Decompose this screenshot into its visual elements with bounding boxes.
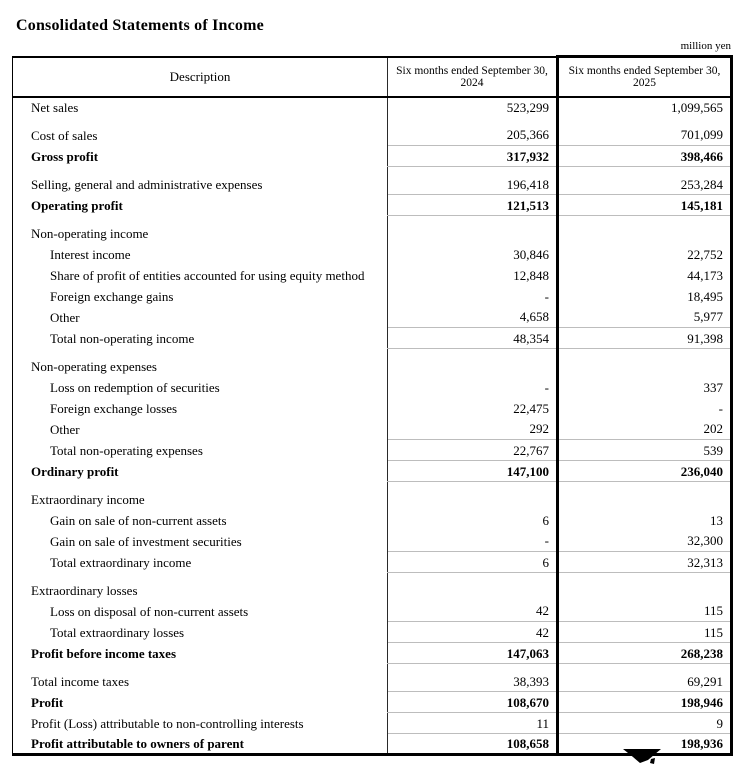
table-row xyxy=(13,244,732,265)
table-row xyxy=(13,573,732,601)
value-2024: 6 xyxy=(388,510,558,531)
row-label: Profit xyxy=(31,694,64,710)
value-2025: 701,099 xyxy=(558,118,732,146)
value-2024: 317,932 xyxy=(388,146,558,167)
table-row xyxy=(13,146,732,167)
page-title: Consolidated Statements of Income xyxy=(16,17,264,34)
value-2025: 145,181 xyxy=(558,195,732,216)
row-label: Total extraordinary income xyxy=(50,554,192,570)
value-2025: 22,752 xyxy=(558,244,732,265)
table-row xyxy=(13,622,732,643)
value-2024 xyxy=(388,216,558,244)
value-2025: 398,466 xyxy=(558,146,732,167)
row-label: Other xyxy=(50,309,80,325)
value-2025: 202 xyxy=(558,419,732,440)
row-label: Loss on redemption of securities xyxy=(50,379,220,395)
value-2024: - xyxy=(388,286,558,307)
value-2024: 196,418 xyxy=(388,167,558,195)
value-2024: 108,658 xyxy=(388,734,558,755)
row-label: Profit attributable to owners of parent xyxy=(31,735,244,751)
value-2025 xyxy=(558,216,732,244)
row-label: Gain on sale of investment securities xyxy=(50,533,242,549)
value-2025: 115 xyxy=(558,601,732,622)
row-label: Cost of sales xyxy=(31,127,98,143)
table-row xyxy=(13,461,732,482)
table-row xyxy=(13,601,732,622)
value-2025: 9 xyxy=(558,713,732,734)
income-statement-table xyxy=(12,55,733,756)
row-label: Extraordinary losses xyxy=(31,582,138,598)
value-2024: 147,100 xyxy=(388,461,558,482)
value-2024: 205,366 xyxy=(388,118,558,146)
value-2024: 22,475 xyxy=(388,398,558,419)
value-2024: 48,354 xyxy=(388,328,558,349)
row-label: Total income taxes xyxy=(31,673,130,689)
table-row xyxy=(13,482,732,510)
value-2025: 337 xyxy=(558,377,732,398)
row-label: Share of profit of entities accounted for using equity method xyxy=(50,267,365,283)
row-label: Extraordinary income xyxy=(31,491,145,507)
value-2025: 115 xyxy=(558,622,732,643)
row-label: Gross profit xyxy=(31,148,99,164)
value-2024: 22,767 xyxy=(388,440,558,461)
table-body xyxy=(13,97,732,755)
row-label: Ordinary profit xyxy=(31,463,119,479)
row-label: Profit before income taxes xyxy=(31,645,176,661)
value-2025: 539 xyxy=(558,440,732,461)
table-row xyxy=(13,713,732,734)
header-description: Description xyxy=(13,57,388,97)
table-row xyxy=(13,167,732,195)
value-2025: 13 xyxy=(558,510,732,531)
header-row xyxy=(13,57,732,97)
value-2024 xyxy=(388,573,558,601)
value-2024: 42 xyxy=(388,601,558,622)
value-2024: 12,848 xyxy=(388,265,558,286)
value-2024 xyxy=(388,482,558,510)
row-label: Total non-operating expenses xyxy=(50,442,203,458)
value-2025: 198,936 xyxy=(558,734,732,755)
row-label: Loss on disposal of non-current assets xyxy=(50,603,249,619)
table-row xyxy=(13,734,732,755)
value-2024: 147,063 xyxy=(388,643,558,664)
value-2024: 108,670 xyxy=(388,692,558,713)
value-2024: 523,299 xyxy=(388,97,558,118)
row-label: Total non-operating income xyxy=(50,330,195,346)
table-row xyxy=(13,692,732,713)
table-row xyxy=(13,265,732,286)
table-row xyxy=(13,419,732,440)
value-2025 xyxy=(558,349,732,377)
row-label: Non-operating income xyxy=(31,225,149,241)
value-2024: 42 xyxy=(388,622,558,643)
table-row xyxy=(13,307,732,328)
table-row xyxy=(13,118,732,146)
value-2025: 32,313 xyxy=(558,552,732,573)
value-2025: 69,291 xyxy=(558,664,732,692)
value-2025: 268,238 xyxy=(558,643,732,664)
value-2025: - xyxy=(558,398,732,419)
value-2025 xyxy=(558,573,732,601)
value-2024: - xyxy=(388,531,558,552)
table-row xyxy=(13,97,732,118)
value-2025: 91,398 xyxy=(558,328,732,349)
row-label: Operating profit xyxy=(31,197,123,213)
value-2025 xyxy=(558,482,732,510)
table-row xyxy=(13,349,732,377)
value-2024: 4,658 xyxy=(388,307,558,328)
table-row xyxy=(13,216,732,244)
table-row xyxy=(13,664,732,692)
value-2024: 11 xyxy=(388,713,558,734)
table-row xyxy=(13,328,732,349)
value-2025: 1,099,565 xyxy=(558,97,732,118)
row-label: Non-operating expenses xyxy=(31,358,157,374)
table-row xyxy=(13,377,732,398)
table-row xyxy=(13,195,732,216)
table-row xyxy=(13,286,732,307)
unit-note: million yen xyxy=(680,40,731,52)
value-2024: 292 xyxy=(388,419,558,440)
value-2025: 198,946 xyxy=(558,692,732,713)
value-2024: - xyxy=(388,377,558,398)
value-2024: 121,513 xyxy=(388,195,558,216)
value-2025: 5,977 xyxy=(558,307,732,328)
row-label: Net sales xyxy=(31,100,79,115)
header-period-2024: Six months ended September 30, 2024 xyxy=(388,57,558,97)
table-row xyxy=(13,643,732,664)
value-2024 xyxy=(388,349,558,377)
row-label: Other xyxy=(50,421,80,437)
row-label: Foreign exchange gains xyxy=(50,288,174,304)
value-2025: 236,040 xyxy=(558,461,732,482)
value-2024: 38,393 xyxy=(388,664,558,692)
row-label: Gain on sale of non-current assets xyxy=(50,512,227,528)
row-label: Total extraordinary losses xyxy=(50,624,185,640)
table-header xyxy=(13,57,732,97)
value-2024: 30,846 xyxy=(388,244,558,265)
table-row xyxy=(13,398,732,419)
table-row xyxy=(13,531,732,552)
row-label: Selling, general and administrative expenses xyxy=(31,176,263,192)
table-row xyxy=(13,510,732,531)
row-label: Profit (Loss) attributable to non-controlling interests xyxy=(31,715,304,731)
value-2024: 6 xyxy=(388,552,558,573)
table-row xyxy=(13,552,732,573)
value-2025: 18,495 xyxy=(558,286,732,307)
row-label: Foreign exchange losses xyxy=(50,400,178,416)
table-row xyxy=(13,440,732,461)
value-2025: 32,300 xyxy=(558,531,732,552)
row-label: Interest income xyxy=(50,246,131,262)
value-2025: 44,173 xyxy=(558,265,732,286)
header-period-2025: Six months ended September 30, 2025 xyxy=(558,57,732,97)
value-2025: 253,284 xyxy=(558,167,732,195)
